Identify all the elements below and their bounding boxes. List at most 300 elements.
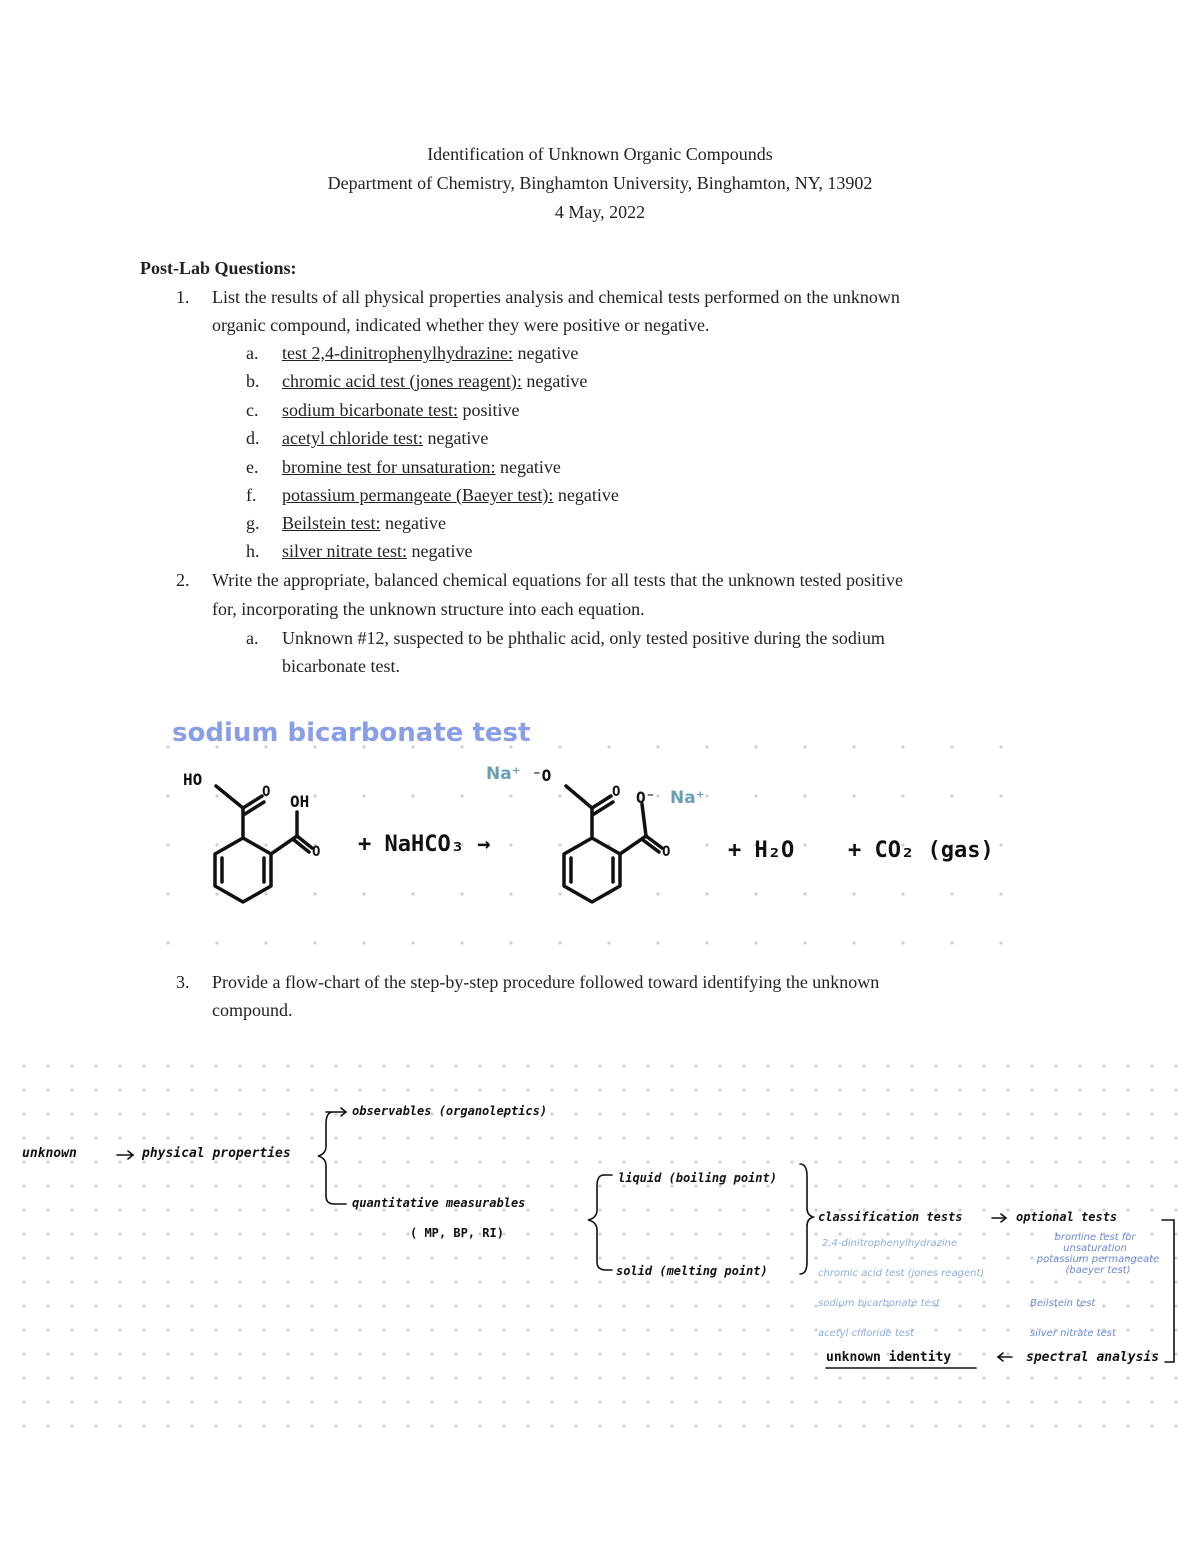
grid-dot — [558, 843, 561, 846]
grid-dot — [646, 1136, 649, 1139]
grid-dot — [310, 1304, 313, 1307]
grid-dot — [934, 1400, 937, 1403]
optional-test-item: Beilstein test — [1030, 1298, 1096, 1309]
grid-dot — [958, 1280, 961, 1283]
grid-dot — [190, 1376, 193, 1379]
grid-dot — [958, 1328, 961, 1331]
grid-dot — [838, 1088, 841, 1091]
grid-dot — [478, 1304, 481, 1307]
grid-dot — [310, 1160, 313, 1163]
grid-dot — [382, 1088, 385, 1091]
grid-dot — [411, 794, 414, 797]
grid-dot — [958, 1256, 961, 1259]
grid-dot — [550, 1136, 553, 1139]
grid-dot — [118, 1400, 121, 1403]
grid-dot — [790, 1376, 793, 1379]
grid-dot — [358, 1088, 361, 1091]
grid-dot — [190, 1352, 193, 1355]
grid-dot — [814, 1400, 817, 1403]
grid-dot — [622, 1280, 625, 1283]
grid-dot — [886, 1064, 889, 1067]
grid-dot — [790, 1160, 793, 1163]
grid-dot — [910, 1280, 913, 1283]
grid-dot — [310, 1400, 313, 1403]
grid-dot — [22, 1256, 25, 1259]
grid-dot — [526, 1208, 529, 1211]
grid-dot — [70, 1184, 73, 1187]
grid-dot — [550, 1184, 553, 1187]
grid-dot — [558, 745, 561, 748]
flow-solid: solid (melting point) — [616, 1264, 768, 1278]
bond — [216, 786, 243, 808]
grid-dot — [766, 1280, 769, 1283]
q1-number: 1. — [176, 287, 190, 307]
grid-dot — [742, 1136, 745, 1139]
grid-dot — [334, 1304, 337, 1307]
grid-dot — [574, 1256, 577, 1259]
grid-dot — [382, 1328, 385, 1331]
grid-dot — [46, 1208, 49, 1211]
grid-dot — [118, 1184, 121, 1187]
grid-dot — [574, 1352, 577, 1355]
grid-dot — [22, 1064, 25, 1067]
q3-text-line2: compound. — [212, 1000, 293, 1020]
grid-dot — [334, 1232, 337, 1235]
grid-dot — [1030, 1064, 1033, 1067]
grid-dot — [526, 1232, 529, 1235]
grid-dot — [502, 1328, 505, 1331]
grid-dot — [646, 1376, 649, 1379]
atom-o: O — [262, 784, 271, 800]
grid-dot — [166, 1232, 169, 1235]
grid-dot — [1054, 1136, 1057, 1139]
grid-dot — [166, 1112, 169, 1115]
grid-dot — [1174, 1328, 1177, 1331]
grid-dot — [742, 1208, 745, 1211]
grid-dot — [430, 1064, 433, 1067]
grid-dot — [814, 1232, 817, 1235]
grid-dot — [430, 1088, 433, 1091]
q2a-text-line2: bicarbonate test. — [282, 656, 400, 676]
grid-dot — [362, 892, 365, 895]
grid-dot — [766, 1304, 769, 1307]
grid-dot — [142, 1400, 145, 1403]
grid-dot — [1030, 1424, 1033, 1427]
grid-dot — [214, 1328, 217, 1331]
grid-dot — [334, 1352, 337, 1355]
grid-dot — [214, 1400, 217, 1403]
grid-dot — [94, 1424, 97, 1427]
grid-dot — [142, 1208, 145, 1211]
grid-dot — [454, 1328, 457, 1331]
grid-dot — [94, 1136, 97, 1139]
grid-dot — [790, 1304, 793, 1307]
test-name: chromic acid test (jones reagent): — [282, 371, 522, 391]
grid-dot — [430, 1376, 433, 1379]
grid-dot — [502, 1280, 505, 1283]
grid-dot — [838, 1376, 841, 1379]
q1-item-letter: d. — [246, 428, 260, 448]
grid-dot — [334, 1424, 337, 1427]
grid-dot — [358, 1304, 361, 1307]
grid-dot — [670, 1256, 673, 1259]
grid-dot — [814, 1088, 817, 1091]
grid-dot — [382, 1352, 385, 1355]
grid-dot — [70, 1136, 73, 1139]
grid-dot — [358, 1376, 361, 1379]
grid-dot — [742, 1280, 745, 1283]
grid-dot — [94, 1256, 97, 1259]
grid-dot — [1054, 1088, 1057, 1091]
atom-o-minus: O⁻ — [636, 788, 656, 807]
test-name: acetyl chloride test: — [282, 428, 423, 448]
class-test-item: sodium bicarbonate test — [818, 1298, 940, 1309]
grid-dot — [934, 1280, 937, 1283]
grid-dot — [982, 1160, 985, 1163]
grid-dot — [406, 1136, 409, 1139]
grid-dot — [982, 1088, 985, 1091]
grid-dot — [814, 1256, 817, 1259]
grid-dot — [166, 1280, 169, 1283]
q1-text-line1: List the results of all physical properties analysis and chemical tests performed on the unknown — [212, 287, 900, 307]
grid-dot — [46, 1256, 49, 1259]
grid-dot — [1054, 1184, 1057, 1187]
grid-dot — [166, 794, 169, 797]
grid-dot — [70, 1376, 73, 1379]
grid-dot — [166, 1328, 169, 1331]
grid-dot — [694, 1376, 697, 1379]
grid-dot — [742, 1376, 745, 1379]
flow-optional: optional tests — [1016, 1210, 1118, 1224]
grid-dot — [694, 1352, 697, 1355]
grid-dot — [1006, 1400, 1009, 1403]
grid-dot — [910, 1160, 913, 1163]
grid-dot — [142, 1064, 145, 1067]
grid-dot — [526, 1328, 529, 1331]
grid-dot — [1150, 1280, 1153, 1283]
grid-dot — [934, 1232, 937, 1235]
grid-dot — [862, 1112, 865, 1115]
grid-dot — [262, 1328, 265, 1331]
grid-dot — [550, 1208, 553, 1211]
grid-dot — [1150, 1376, 1153, 1379]
grid-dot — [622, 1136, 625, 1139]
grid-dot — [214, 1184, 217, 1187]
class-test-item: acetyl chloride test — [818, 1328, 915, 1339]
grid-dot — [754, 941, 757, 944]
grid-dot — [526, 1424, 529, 1427]
grid-dot — [934, 1136, 937, 1139]
postlab-heading: Post-Lab Questions: — [140, 258, 297, 278]
grid-dot — [334, 1136, 337, 1139]
grid-dot — [430, 1424, 433, 1427]
grid-dot — [478, 1376, 481, 1379]
grid-dot — [1126, 1208, 1129, 1211]
grid-dot — [313, 794, 316, 797]
grid-dot — [526, 1064, 529, 1067]
grid-dot — [742, 1256, 745, 1259]
grid-dot — [1030, 1088, 1033, 1091]
grid-dot — [886, 1400, 889, 1403]
grid-dot — [166, 892, 169, 895]
grid-dot — [286, 1256, 289, 1259]
grid-dot — [214, 1424, 217, 1427]
grid-dot — [166, 843, 169, 846]
grid-dot — [142, 1328, 145, 1331]
bond — [642, 804, 646, 836]
q1-item-letter: e. — [246, 457, 259, 477]
grid-dot — [215, 794, 218, 797]
grid-dot — [934, 1328, 937, 1331]
grid-dot — [502, 1376, 505, 1379]
grid-dot — [454, 1304, 457, 1307]
grid-dot — [550, 1352, 553, 1355]
grid-dot — [766, 1328, 769, 1331]
grid-dot — [238, 1112, 241, 1115]
grid-dot — [670, 1160, 673, 1163]
grid-dot — [310, 1280, 313, 1283]
grid-dot — [1174, 1088, 1177, 1091]
grid-dot — [550, 1424, 553, 1427]
grid-dot — [358, 1136, 361, 1139]
grid-dot — [862, 1184, 865, 1187]
grid-dot — [382, 1400, 385, 1403]
grid-dot — [94, 1352, 97, 1355]
grid-dot — [238, 1064, 241, 1067]
grid-dot — [558, 892, 561, 895]
grid-dot — [430, 1352, 433, 1355]
grid-dot — [214, 1064, 217, 1067]
grid-dot — [430, 1160, 433, 1163]
grid-dot — [334, 1112, 337, 1115]
grid-dot — [430, 1256, 433, 1259]
grid-dot — [958, 1112, 961, 1115]
grid-dot — [46, 1280, 49, 1283]
grid-dot — [382, 1304, 385, 1307]
grid-dot — [646, 1424, 649, 1427]
grid-dot — [286, 1232, 289, 1235]
grid-dot — [406, 1160, 409, 1163]
grid-dot — [694, 1136, 697, 1139]
grid-dot — [598, 1208, 601, 1211]
grid-dot — [262, 1256, 265, 1259]
grid-dot — [1030, 1136, 1033, 1139]
grid-dot — [406, 1328, 409, 1331]
product-co2: + CO₂ (gas) — [848, 838, 994, 863]
grid-dot — [999, 745, 1002, 748]
grid-dot — [1150, 1112, 1153, 1115]
grid-dot — [526, 1304, 529, 1307]
grid-dot — [982, 1304, 985, 1307]
grid-dot — [598, 1328, 601, 1331]
grid-dot — [886, 1088, 889, 1091]
grid-dot — [22, 1400, 25, 1403]
grid-dot — [262, 1184, 265, 1187]
grid-dot — [574, 1208, 577, 1211]
grid-dot — [46, 1064, 49, 1067]
grid-dot — [526, 1352, 529, 1355]
grid-dot — [886, 1424, 889, 1427]
grid-dot — [598, 1160, 601, 1163]
grid-dot — [934, 1256, 937, 1259]
grid-dot — [214, 1352, 217, 1355]
grid-dot — [262, 1376, 265, 1379]
grid-dot — [334, 1280, 337, 1283]
grid-dot — [382, 1064, 385, 1067]
q1-item-letter: a. — [246, 343, 259, 363]
grid-dot — [910, 1112, 913, 1115]
grid-dot — [1174, 1064, 1177, 1067]
grid-dot — [598, 1352, 601, 1355]
grid-dot — [334, 1376, 337, 1379]
grid-dot — [118, 1232, 121, 1235]
grid-dot — [646, 1112, 649, 1115]
grid-dot — [411, 892, 414, 895]
grid-dot — [1150, 1136, 1153, 1139]
grid-dot — [214, 1088, 217, 1091]
grid-dot — [478, 1328, 481, 1331]
grid-dot — [1006, 1328, 1009, 1331]
grid-dot — [70, 1352, 73, 1355]
grid-dot — [313, 892, 316, 895]
grid-dot — [262, 1112, 265, 1115]
grid-dot — [382, 1184, 385, 1187]
grid-dot — [742, 1112, 745, 1115]
optional-test-item: silver nitrate test — [1030, 1328, 1116, 1339]
grid-dot — [862, 1256, 865, 1259]
test-result: negative — [553, 485, 619, 505]
grid-dot — [718, 1088, 721, 1091]
grid-dot — [286, 1400, 289, 1403]
grid-dot — [694, 1328, 697, 1331]
grid-dot — [406, 1064, 409, 1067]
grid-dot — [190, 1424, 193, 1427]
document-title: Identification of Unknown Organic Compounds — [427, 144, 773, 164]
grid-dot — [766, 1160, 769, 1163]
grid-dot — [1102, 1304, 1105, 1307]
grid-dot — [310, 1136, 313, 1139]
grid-dot — [1174, 1352, 1177, 1355]
grid-dot — [1150, 1400, 1153, 1403]
class-test-item: chromic acid test (jones reagent) — [818, 1268, 985, 1279]
grid-dot — [718, 1328, 721, 1331]
test-name: test 2,4-dinitrophenylhydrazine: — [282, 343, 513, 363]
grid-dot — [694, 1208, 697, 1211]
grid-dot — [142, 1184, 145, 1187]
test-result: positive — [457, 400, 520, 420]
grid-dot — [382, 1280, 385, 1283]
grid-dot — [1174, 1376, 1177, 1379]
grid-dot — [526, 1256, 529, 1259]
grid-dot — [1054, 1400, 1057, 1403]
grid-dot — [838, 1256, 841, 1259]
optional-test-item: potassium permangeate (baeyer test) — [1036, 1254, 1160, 1276]
test-result: negative — [380, 513, 446, 533]
grid-dot — [262, 1064, 265, 1067]
grid-dot — [814, 1184, 817, 1187]
grid-dot — [852, 941, 855, 944]
grid-dot — [982, 1208, 985, 1211]
grid-dot — [166, 941, 169, 944]
grid-dot — [622, 1376, 625, 1379]
grid-dot — [94, 1400, 97, 1403]
grid-dot — [406, 1304, 409, 1307]
grid-dot — [886, 1256, 889, 1259]
grid-dot — [742, 1064, 745, 1067]
grid-dot — [406, 1424, 409, 1427]
grid-dot — [814, 1352, 817, 1355]
grid-dot — [334, 1328, 337, 1331]
sodium-ion: Na⁺ — [670, 788, 705, 808]
grid-dot — [310, 1064, 313, 1067]
grid-dot — [934, 1160, 937, 1163]
grid-dot — [766, 1064, 769, 1067]
grid-dot — [694, 1304, 697, 1307]
grid-dot — [214, 1304, 217, 1307]
grid-dot — [118, 1352, 121, 1355]
grid-dot — [1006, 1376, 1009, 1379]
grid-dot — [1126, 1064, 1129, 1067]
grid-dot — [215, 941, 218, 944]
grid-dot — [70, 1400, 73, 1403]
grid-dot — [1150, 1064, 1153, 1067]
grid-dot — [1078, 1112, 1081, 1115]
grid-dot — [214, 1136, 217, 1139]
grid-dot — [358, 1184, 361, 1187]
grid-dot — [598, 1184, 601, 1187]
grid-dot — [430, 1136, 433, 1139]
grid-dot — [454, 1424, 457, 1427]
grid-dot — [22, 1136, 25, 1139]
grid-dot — [646, 1328, 649, 1331]
grid-dot — [694, 1424, 697, 1427]
grid-dot — [1174, 1136, 1177, 1139]
grid-dot — [670, 1088, 673, 1091]
grid-dot — [694, 1280, 697, 1283]
grid-dot — [1174, 1208, 1177, 1211]
grid-dot — [646, 1208, 649, 1211]
grid-dot — [803, 745, 806, 748]
grid-dot — [950, 745, 953, 748]
grid-dot — [334, 1088, 337, 1091]
grid-dot — [478, 1280, 481, 1283]
optional-test-item: bromine test for unsaturation — [1054, 1232, 1136, 1254]
grid-dot — [215, 843, 218, 846]
grid-dot — [190, 1328, 193, 1331]
grid-dot — [718, 1208, 721, 1211]
grid-dot — [358, 1424, 361, 1427]
grid-dot — [574, 1232, 577, 1235]
grid-dot — [982, 1232, 985, 1235]
grid-dot — [286, 1376, 289, 1379]
grid-dot — [1150, 1088, 1153, 1091]
grid-dot — [550, 1232, 553, 1235]
department-line: Department of Chemistry, Binghamton University, Binghamton, NY, 13902 — [327, 173, 873, 193]
grid-dot — [190, 1136, 193, 1139]
grid-dot — [694, 1400, 697, 1403]
grid-dot — [754, 892, 757, 895]
grid-dot — [478, 1160, 481, 1163]
grid-dot — [1174, 1112, 1177, 1115]
grid-dot — [286, 1424, 289, 1427]
grid-dot — [1174, 1160, 1177, 1163]
grid-dot — [214, 1376, 217, 1379]
grid-dot — [70, 1256, 73, 1259]
grid-dot — [1006, 1232, 1009, 1235]
grid-dot — [982, 1112, 985, 1115]
grid-dot — [430, 1280, 433, 1283]
grid-dot — [901, 745, 904, 748]
